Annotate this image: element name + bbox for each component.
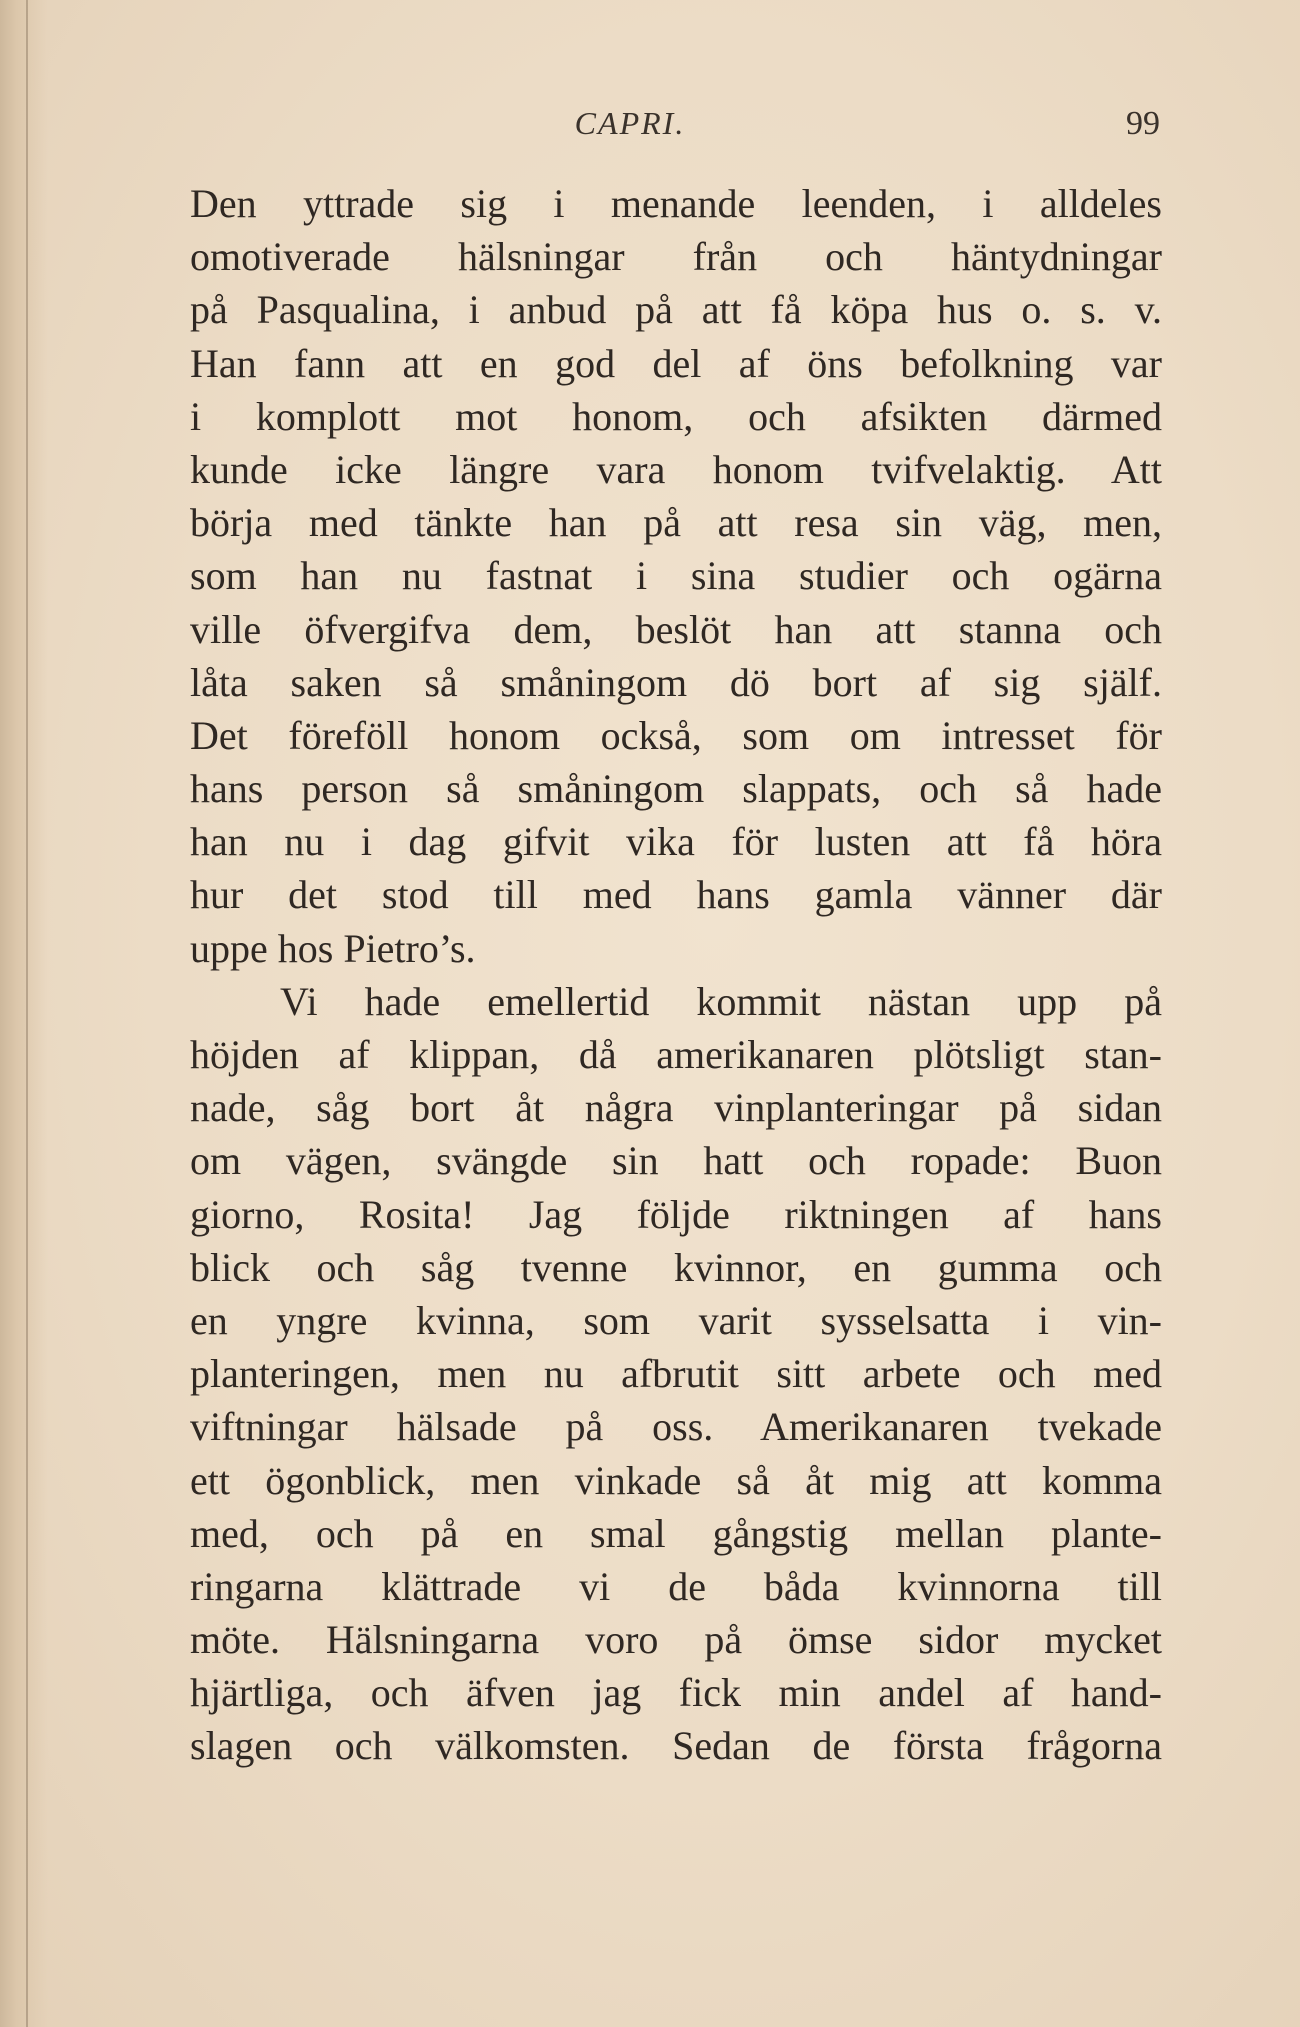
text-line: höjden af klippan, då amerikanaren plötsligt stan- — [190, 1032, 1162, 1077]
text-line: omotiverade hälsningar från och häntydningar — [190, 234, 1162, 280]
text-line: hjärtliga, och äfven jag fick min andel af hand- — [190, 1670, 1162, 1716]
text-line: uppe hos Pietro’s. — [190, 925, 476, 971]
binding-gutter-shadow — [0, 0, 48, 2027]
text-line: i komplott mot honom, och afsikten därmed — [190, 393, 1162, 439]
text-line: viftningar hälsade på oss. Amerikanaren tvekade — [190, 1404, 1162, 1450]
text-line: giorno, Rosita! Jag följde riktningen af hans — [190, 1191, 1162, 1237]
text-line: han nu i dag gifvit vika för lusten att få höra — [190, 819, 1162, 865]
text-line: kunde icke längre vara honom tvifvelaktig. Att — [190, 446, 1162, 492]
text-line: ett ögonblick, men vinkade så åt mig att komma — [190, 1457, 1162, 1503]
text-line: möte. Hälsningarna voro på ömse sidor mycket — [190, 1617, 1162, 1663]
text-line: Han fann att en god del af öns befolkning var — [190, 340, 1162, 386]
text-line: slagen och välkomsten. Sedan de första frågorna — [190, 1723, 1162, 1769]
text-line: börja med tänkte han på att resa sin väg, men, — [190, 500, 1162, 546]
text-line: ringarna klättrade vi de båda kvinnorna till — [190, 1563, 1162, 1609]
text-line: låta saken så småningom dö bort af sig själf. — [190, 659, 1162, 705]
text-line: hans person så småningom slappats, och så hade — [190, 766, 1162, 812]
text-line: hur det stod till med hans gamla vänner där — [190, 872, 1162, 918]
text-line: som han nu fastnat i sina studier och ogärna — [190, 553, 1162, 599]
text-line: nade, såg bort åt några vinplanteringar på sidan — [190, 1085, 1162, 1131]
text-line: en yngre kvinna, som varit sysselsatta i vin- — [190, 1297, 1162, 1343]
running-head — [190, 105, 1170, 149]
text-line: planteringen, men nu afbrutit sitt arbete och med — [190, 1351, 1162, 1397]
body-text — [190, 177, 1162, 1773]
text-line: ville öfvergifva dem, beslöt han att stanna och — [190, 606, 1162, 652]
page-number: 99 — [1126, 105, 1160, 142]
text-line: med, och på en smal gångstig mellan plante- — [190, 1510, 1162, 1556]
text-line: Vi hade emellertid kommit nästan upp på — [280, 978, 1162, 1024]
binding-gutter-line — [26, 0, 28, 2027]
text-line: på Pasqualina, i anbud på att få köpa hus o. s. v. — [190, 287, 1162, 333]
text-line: Den yttrade sig i menande leenden, i alldeles — [190, 181, 1162, 226]
text-line: blick och såg tvenne kvinnor, en gumma och — [190, 1244, 1162, 1290]
text-line: Det föreföll honom också, som om intresset för — [190, 712, 1162, 758]
text-line: om vägen, svängde sin hatt och ropade: Buon — [190, 1138, 1162, 1184]
running-title: CAPRI. — [574, 105, 686, 141]
